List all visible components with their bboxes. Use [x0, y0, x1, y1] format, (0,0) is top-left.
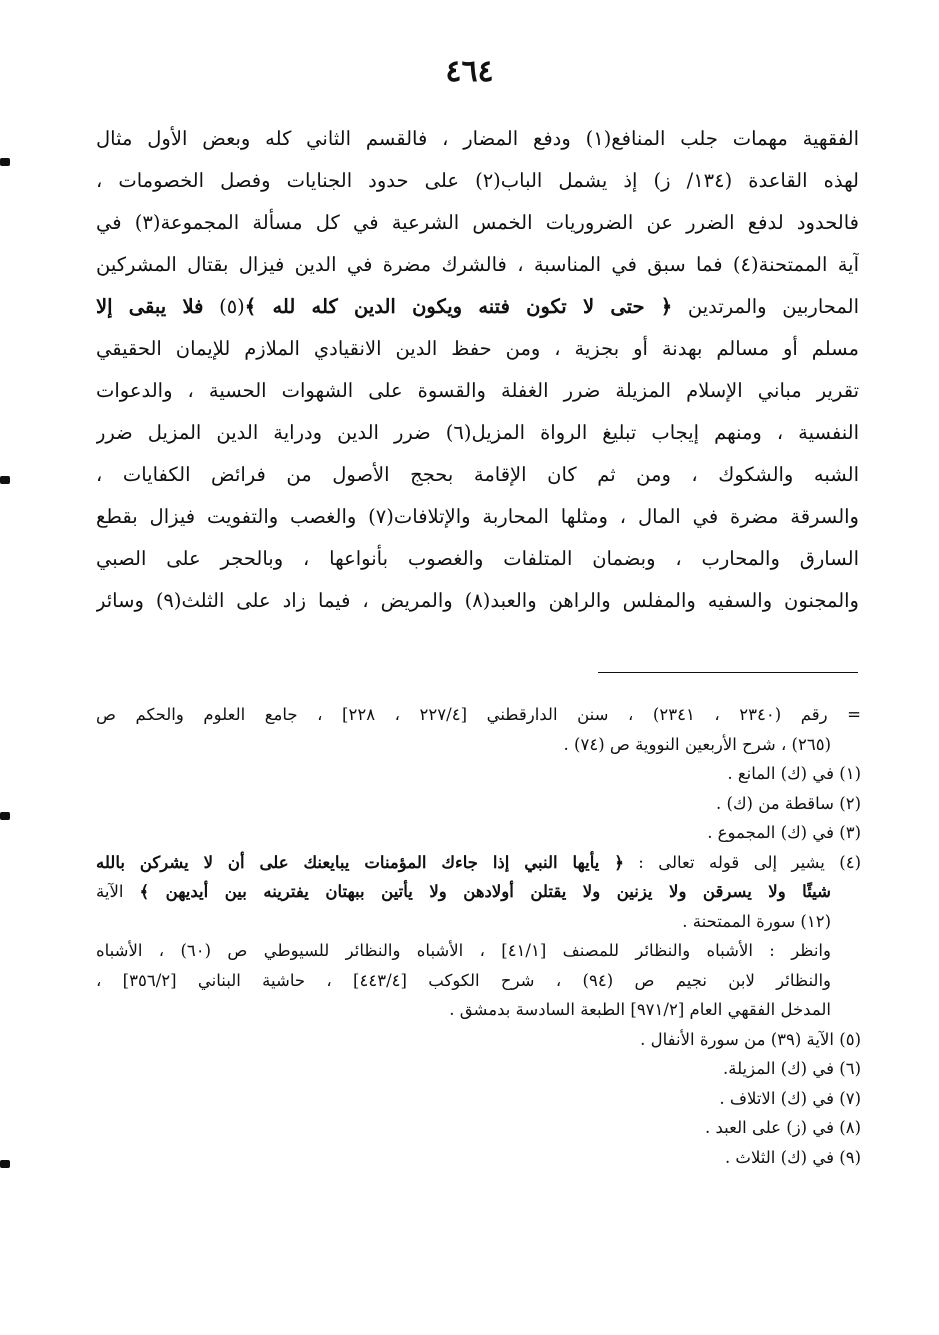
footnote-text: (٩) في (ك) الثلاث . — [724, 1147, 861, 1167]
footnote-line — [96, 907, 861, 937]
body-line — [96, 454, 859, 496]
body-line — [96, 202, 859, 244]
page-number: ٤٦٤ — [445, 54, 494, 89]
body-text: الشبه والشكوك ، ومن ثم كان الإقامة بحجج الأصول من فرائض الكفايات ، — [96, 463, 859, 486]
body-text: النفسية ، ومنهم إيجاب تبليغ الرواة المزيل(٦) ضرر الدين ودراية الدين المزيل ضرر — [96, 421, 859, 444]
body-text: والسرقة مضرة في المال ، ومثلها المحاربة والإتلافات(٧) والغصب والتفويت فيزال بقطع — [96, 505, 859, 528]
footnote-line — [96, 700, 861, 730]
footnote-text: (٤) يشير إلى قوله تعالى : — [623, 852, 861, 872]
body-text: المحاربين والمرتدين — [672, 295, 859, 318]
footnote-line — [96, 730, 861, 760]
body-text: السارق والمحارب ، وبضمان المتلفات والغصوب بأنواعها ، وبالحجر على الصبي — [96, 547, 859, 570]
footnote-line — [96, 1113, 861, 1143]
quran-quote-text: شيئًا ولا يسرقن ولا يزنين ولا يقتلن أولادهن ولا يأتين ببهتان يفترينه بين أيديهن ﴾ — [139, 882, 831, 901]
footnote-text: (٧) في (ك) الاتلاف . — [719, 1088, 861, 1108]
footnotes — [96, 700, 861, 1172]
footnote-line — [96, 1084, 861, 1114]
footnote-text: (١٢) سورة الممتحنة . — [682, 911, 831, 931]
footnote-line — [96, 936, 861, 966]
footnote-line — [96, 1143, 861, 1173]
footnote-text: والنظائر لابن نجيم ص (٩٤) ، شرح الكوكب [٤٤٣/٤] ، حاشية البناني [٣٥٦/٢] ، — [96, 970, 832, 990]
body-line — [96, 160, 859, 202]
body-line — [96, 286, 859, 328]
footnote-line — [96, 877, 861, 907]
body-text: (٥) — [203, 295, 245, 318]
body-line — [96, 244, 859, 286]
footnote-line — [96, 1025, 861, 1055]
footnote-text: وانظر : الأشباه والنظائر للمصنف [٤١/١] ، الأشباه والنظائر للسيوطي ص (٦٠) ، الأشباه — [96, 941, 831, 960]
body-line — [96, 328, 859, 370]
quran-quote-text: ﴿ يأيها النبي إذا جاءك المؤمنات يبايعنك على أن لا يشركن بالله — [96, 852, 624, 872]
quran-quote-text: فلا يبقى إلا — [96, 295, 204, 318]
main-body-text — [96, 118, 859, 622]
left-margin-mark — [0, 476, 10, 484]
body-line — [96, 118, 859, 160]
footnote-text: (٦) في (ك) المزيلة. — [723, 1059, 861, 1078]
body-line — [96, 496, 859, 538]
footnote-separator-rule — [598, 672, 858, 673]
body-line — [96, 538, 859, 580]
footnote-text: المدخل الفقهي العام [٩٧١/٢] الطبعة السادسة بدمشق . — [449, 1000, 831, 1019]
body-text: مسلم أو مسالم بهدنة أو بجزية ، ومن حفظ الدين الانقيادي الملازم للإيمان الحقيقي — [96, 337, 859, 360]
footnote-text: (١) في (ك) المانع . — [727, 764, 861, 783]
footnote-text: = رقم (٢٣٤٠ ، ٢٣٤١) ، سنن الدارقطني [٢٢٧/٤ ، ٢٢٨] ، جامع العلوم والحكم ص — [96, 705, 861, 724]
footnote-line — [96, 1054, 861, 1084]
quran-quote-text: ﴿ حتى لا تكون فتنه ويكون الدين كله لله ﴾ — [244, 295, 673, 318]
footnote-line — [96, 759, 861, 789]
body-text: لهذه القاعدة (١٣٤/ ز) إذ يشمل الباب(٢) على حدود الجنايات وفصل الخصومات ، — [96, 169, 859, 192]
footnote-text: الآية — [96, 882, 140, 901]
footnote-line — [96, 848, 861, 878]
body-text: والمجنون والسفيه والمفلس والراهن والعبد(٨) والمريض ، فيما زاد على الثلث(٩) وسائر — [96, 589, 859, 612]
footnote-line — [96, 995, 861, 1025]
footnote-line — [96, 789, 861, 819]
body-line — [96, 580, 859, 622]
body-line — [96, 412, 859, 454]
body-line — [96, 370, 859, 412]
left-margin-mark — [0, 1160, 10, 1168]
body-text: تقرير مباني الإسلام المزيلة ضرر الغفلة والقسوة على الشهوات الحسية ، والدعوات — [96, 379, 859, 402]
footnote-text: (٨) في (ز) على العبد . — [705, 1118, 861, 1137]
left-margin-mark — [0, 812, 10, 820]
footnote-text: (٣) في (ك) المجموع . — [707, 823, 861, 842]
footnote-line — [96, 966, 861, 996]
footnote-text: (٢) ساقطة من (ك) . — [716, 793, 861, 813]
footnote-text: (٢٦٥) ، شرح الأربعين النووية ص (٧٤) . — [563, 734, 831, 754]
body-text: آية الممتحنة(٤) فما سبق في المناسبة ، فالشرك مضرة في الدين فيزال بقتال المشركين — [96, 253, 859, 276]
body-text: الفقهية مهمات جلب المنافع(١) ودفع المضار ، فالقسم الثاني كله وبعض الأول مثال — [96, 127, 859, 150]
left-margin-mark — [0, 158, 10, 166]
footnote-text: (٥) الآية (٣٩) من سورة الأنفال . — [640, 1029, 861, 1049]
footnote-line — [96, 818, 861, 848]
body-text: فالحدود لدفع الضرر عن الضروريات الخمس الشرعية في كل مسألة المجموعة(٣) في — [96, 211, 859, 234]
